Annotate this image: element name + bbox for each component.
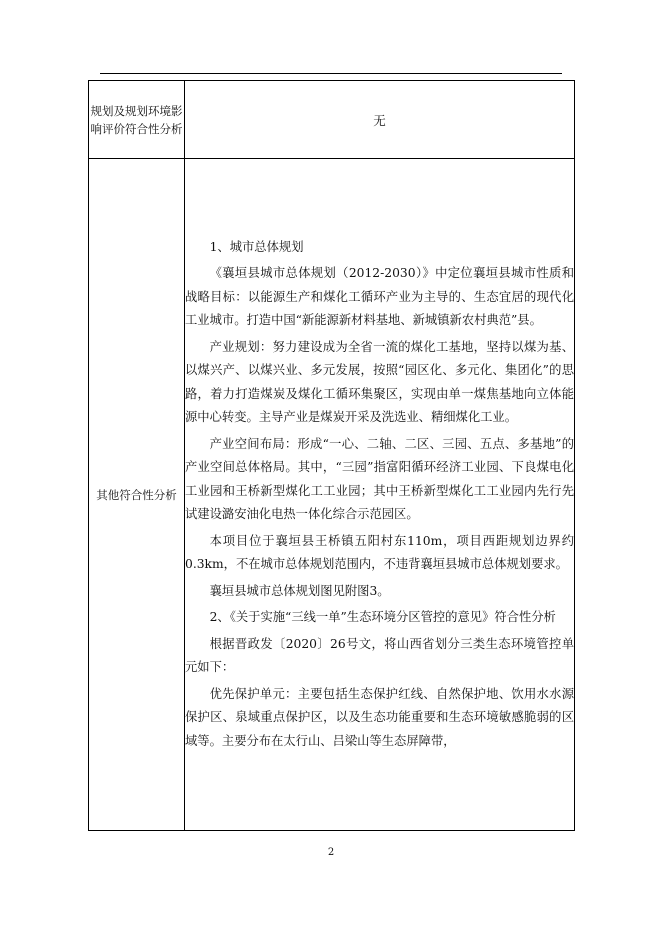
paragraph: 根据晋政发〔2020〕26号文，将山西省划分三类生态环境管控单元如下： (185, 636, 574, 675)
paragraph: 本项目位于襄垣县王桥镇五阳村东110m，项目西距规划边界约0.3km，不在城市总体规划范围内，不违背襄垣县城市总体规划要求。 (185, 533, 574, 572)
compliance-table (88, 80, 575, 831)
paragraph: 优先保护单元：主要包括生态保护红线、自然保护地、饮用水水源保护区、泉域重点保护区，以及生态功能重要和生态环境敏感脆弱的区域等。主要分布在太行山、吕梁山等生态屏障带， (185, 686, 574, 748)
row-value-planning: 无 (185, 81, 575, 159)
table-row (89, 159, 575, 831)
table-row (89, 81, 575, 159)
row-label-other: 其他符合性分析 (89, 159, 185, 831)
paragraph: 2、《关于实施“三线一单”生态环境分区管控的意见》符合性分析 (209, 610, 556, 625)
header-rule (100, 73, 562, 74)
row-label-planning: 规划及规划环境影响评价符合性分析 (89, 81, 185, 159)
paragraph: 产业空间布局：形成“一心、二轴、二区、三园、五点、多基地”的产业空间总体格局。其中，“三园”指富阳循环经济工业园、下良煤电化工业园和王桥新型煤化工工业园；其中王桥新型煤化工工业园内先行先试建设潞安油化电热一体化综合示范园区。 (185, 436, 574, 522)
paragraph: 产业规划：努力建设成为全省一流的煤化工基地，坚持以煤为基、以煤兴产、以煤兴业、多元发展，按照“园区化、多元化、集团化”的思路，着力打造煤炭及煤化工循环集聚区，实现由单一煤焦基地向立体能源中心转变。主导产业是煤炭开采及洗选业、精细煤化工业。 (185, 339, 574, 425)
paragraph: 《襄垣县城市总体规划（2012-2030）》中定位襄垣县城市性质和战略目标：以能源生产和煤化工循环产业为主导的、生态宜居的现代化工业城市。打造中国“新能源新材料基地、新城镇新农村典范”县。 (185, 266, 574, 328)
paragraph: 1、城市总体规划 (209, 239, 304, 254)
row-content-other (185, 159, 575, 831)
page-number: 2 (327, 847, 335, 858)
paragraph: 襄垣县城市总体规划图见附图3。 (209, 583, 390, 598)
